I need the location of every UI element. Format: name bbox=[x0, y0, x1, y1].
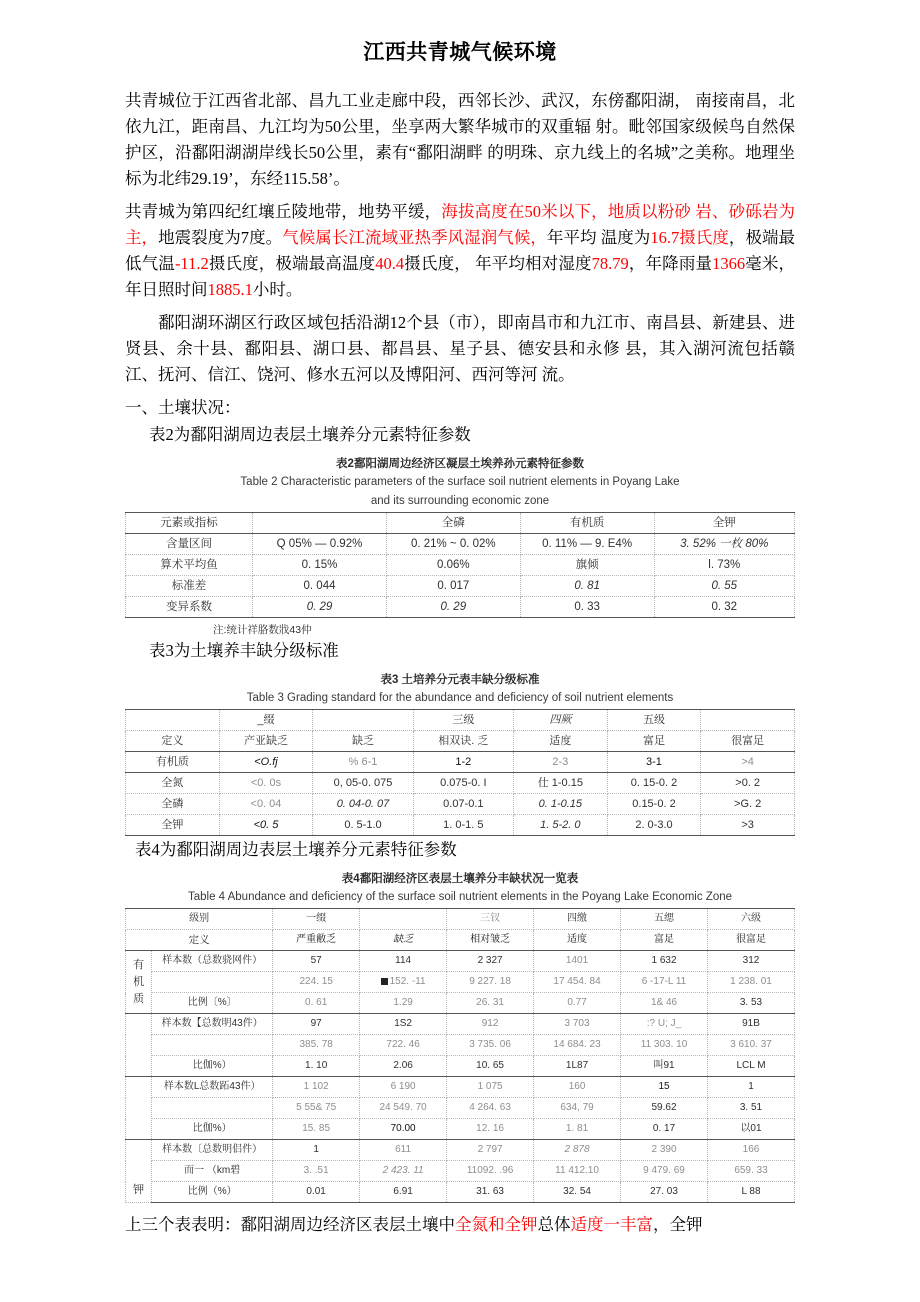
section-heading-soil: 一、土壤状况： bbox=[125, 398, 241, 417]
table2-cell: Q 05% — 0.92% bbox=[253, 534, 387, 555]
closing-seg-1: 上三个表表明：鄱阳湖周边经济区表层土壤中 bbox=[125, 1215, 455, 1234]
table4-caption-cn: 表4鄱阳湖经济区表层土壤养分丰缺状况一览表 bbox=[341, 873, 579, 885]
table2-row-label: 变异系数 bbox=[126, 597, 253, 618]
table-row bbox=[126, 815, 795, 836]
table3-def-cell: 相双诀. 乏 bbox=[413, 731, 513, 752]
table3-grade-cell: _缀 bbox=[219, 710, 313, 731]
table4-cell: 24 549. 70 bbox=[360, 1098, 447, 1119]
climate-seg-2: 海拔高度在50米以下，地质以粉砂 岩、砂砾岩为主， bbox=[125, 202, 796, 247]
table2-cell: 0. 33 bbox=[520, 597, 654, 618]
table-row bbox=[126, 993, 795, 1014]
table4-row-label bbox=[152, 972, 273, 993]
table3-def-cell: 适度 bbox=[514, 731, 608, 752]
table4-cell: 1 bbox=[708, 1077, 795, 1098]
table3-cell: >G. 2 bbox=[701, 794, 795, 815]
table4-cell: 1 102 bbox=[273, 1077, 360, 1098]
table2-lead-text: 表2为鄱阳湖周边表层土壤养分元素特征参数 bbox=[149, 425, 471, 444]
table2-header-cell bbox=[253, 513, 387, 534]
table4-def-label: 定义 bbox=[126, 930, 273, 951]
table3-cell: 0.15-0. 2 bbox=[607, 794, 701, 815]
table2-header-cell: 全磷 bbox=[386, 513, 520, 534]
table4-cell: 2 423. 11 bbox=[360, 1161, 447, 1182]
climate-seg-8: -11.2 bbox=[174, 254, 209, 273]
table4-cell: 312 bbox=[708, 951, 795, 972]
table4-def-cell: 相对皱乏 bbox=[447, 930, 534, 951]
table2-row-label: 含量区间 bbox=[126, 534, 253, 555]
table3-cell: 0. 5-1.0 bbox=[313, 815, 413, 836]
climate-seg-10: 40.4 bbox=[375, 254, 405, 273]
table4-cell: 3. .51 bbox=[273, 1161, 360, 1182]
table4-cell: 26. 31 bbox=[447, 993, 534, 1014]
table4-cell: 1 238. 01 bbox=[708, 972, 795, 993]
table4-group-label-potassium: 钾 bbox=[126, 1140, 152, 1203]
table4-cell: 3. 51 bbox=[708, 1098, 795, 1119]
table4-grade-cell: 六级 bbox=[708, 909, 795, 930]
table-row bbox=[126, 773, 795, 794]
table2-cell: 3. 52% 一枚 80% bbox=[654, 534, 795, 555]
table2-row-label: 算术平均鱼 bbox=[126, 555, 253, 576]
table3-row-label: 全氮 bbox=[126, 773, 220, 794]
table4-cell: 2 797 bbox=[447, 1140, 534, 1161]
table4-cell: 11 412.10 bbox=[534, 1161, 621, 1182]
table-row bbox=[126, 1035, 795, 1056]
table2-header-cell: 全钾 bbox=[654, 513, 795, 534]
table3-def-cell: 很富足 bbox=[701, 731, 795, 752]
table4-row-label: 样本数L总数跖43件） bbox=[152, 1077, 273, 1098]
table4-header-grade-row bbox=[126, 909, 795, 930]
table3-cell: % 6-1 bbox=[313, 752, 413, 773]
table4-def-cell: 缺乏 bbox=[360, 930, 447, 951]
table3-cell: >3 bbox=[701, 815, 795, 836]
table-row bbox=[126, 1161, 795, 1182]
table4-cell: 31. 63 bbox=[447, 1182, 534, 1203]
table4-cell: 3 703 bbox=[534, 1014, 621, 1035]
table3-cell: 1. 0-1. 5 bbox=[413, 815, 513, 836]
table3-caption-cn: 表3 土培养分元表丰缺分级标准 bbox=[380, 674, 540, 686]
table3-cell: 0. 04-0. 07 bbox=[313, 794, 413, 815]
table3-header-grade-row bbox=[126, 710, 795, 731]
table4-cell: 70.00 bbox=[360, 1119, 447, 1140]
table3-cell: 3-1 bbox=[607, 752, 701, 773]
climate-seg-13: ，年降雨量 bbox=[628, 254, 713, 273]
table4-cell: 1. 10 bbox=[273, 1056, 360, 1077]
table3-def-cell: 定义 bbox=[126, 731, 220, 752]
closing-paragraph bbox=[125, 1212, 795, 1238]
table4 bbox=[125, 908, 795, 1203]
table3-cell: <0. 0s bbox=[219, 773, 313, 794]
table4-row-label: 样本数【总数明43件） bbox=[152, 1014, 273, 1035]
closing-seg-3: 总体 bbox=[537, 1215, 571, 1234]
climate-seg-11: 摄氏度， 年平均相对湿度 bbox=[404, 254, 592, 273]
table4-cell: 152. -11 bbox=[360, 972, 447, 993]
table3-def-cell: 富足 bbox=[607, 731, 701, 752]
table4-cell: 0. 61 bbox=[273, 993, 360, 1014]
table4-cell: 59.62 bbox=[621, 1098, 708, 1119]
table3-grade-cell bbox=[313, 710, 413, 731]
table4-group-label-blank-3 bbox=[126, 1077, 152, 1140]
closing-seg-4: 适度一丰富 bbox=[570, 1215, 653, 1234]
climate-seg-9: 摄氏度，极端最高温度 bbox=[208, 254, 376, 273]
table4-cell: 3 735. 06 bbox=[447, 1035, 534, 1056]
table4-cell: 12. 16 bbox=[447, 1119, 534, 1140]
table4-cell: 6 -17-L 11 bbox=[621, 972, 708, 993]
table4-lead-text: 表4为鄱阳湖周边表层土壤养分元素特征参数 bbox=[135, 840, 457, 859]
table4-cell: 2.06 bbox=[360, 1056, 447, 1077]
table4-cell: 2 390 bbox=[621, 1140, 708, 1161]
table-row bbox=[126, 576, 795, 597]
table4-cell: 611 bbox=[360, 1140, 447, 1161]
table2-cell: 0. 044 bbox=[253, 576, 387, 597]
paragraph-climate bbox=[125, 199, 795, 303]
table-row bbox=[126, 752, 795, 773]
table4-cell: 11092. .96 bbox=[447, 1161, 534, 1182]
climate-seg-7: ，极端最低气温 bbox=[125, 228, 796, 273]
table2-row-label: 标准差 bbox=[126, 576, 253, 597]
climate-seg-14: 1366 bbox=[712, 254, 746, 273]
table4-cell: 6.91 bbox=[360, 1182, 447, 1203]
climate-seg-1: 共青城为第四纪红壤丘陵地带，地势平缓， bbox=[125, 202, 442, 221]
table4-cell: 3. 53 bbox=[708, 993, 795, 1014]
closing-seg-2: 全氮和全钾 bbox=[455, 1215, 538, 1234]
table4-row-label: 而一 （km碧 bbox=[152, 1161, 273, 1182]
table-row bbox=[126, 534, 795, 555]
climate-seg-6: 16.7摄氏度 bbox=[650, 228, 729, 247]
table4-row-label: 比例〔%〕 bbox=[152, 993, 273, 1014]
table2-header-cell: 元素或指标 bbox=[126, 513, 253, 534]
table2-header-row bbox=[126, 513, 795, 534]
table2-cell: 0. 55 bbox=[654, 576, 795, 597]
table2-cell: 旗倾 bbox=[520, 555, 654, 576]
table3-cell: 0. 15-0. 2 bbox=[607, 773, 701, 794]
table4-cell: 叫91 bbox=[621, 1056, 708, 1077]
table4-cell: 15. 85 bbox=[273, 1119, 360, 1140]
table2-cell: 0. 21% ~ 0. 02% bbox=[386, 534, 520, 555]
table4-cell: 15 bbox=[621, 1077, 708, 1098]
table4-cell: :? U; J_ bbox=[621, 1014, 708, 1035]
table4-cell: L 88 bbox=[708, 1182, 795, 1203]
table3-cell: 2. 0-3.0 bbox=[607, 815, 701, 836]
table3-grade-cell: 五级 bbox=[607, 710, 701, 731]
table4-row-label: 样本数（总数骁网件） bbox=[152, 951, 273, 972]
table4-grade-cell bbox=[360, 909, 447, 930]
table4-cell: 1 632 bbox=[621, 951, 708, 972]
table-row bbox=[126, 1119, 795, 1140]
table-row bbox=[126, 1014, 795, 1035]
table4-grade-cell: 五缌 bbox=[621, 909, 708, 930]
table4-grade-cell: 四缴 bbox=[534, 909, 621, 930]
table3-row-label: 全钾 bbox=[126, 815, 220, 836]
climate-seg-3: 地震裂度为7度。 bbox=[158, 228, 283, 247]
table-row bbox=[126, 1140, 795, 1161]
table4-cell: 9 227. 18 bbox=[447, 972, 534, 993]
table4-group-label-blank-2 bbox=[126, 1014, 152, 1077]
table4-cell: 0.01 bbox=[273, 1182, 360, 1203]
table3-cell: <0. 04 bbox=[219, 794, 313, 815]
table4-cell: 224. 15 bbox=[273, 972, 360, 993]
table4-cell: 9 479. 69 bbox=[621, 1161, 708, 1182]
table4-cell: 3 610. 37 bbox=[708, 1035, 795, 1056]
page-title: 江西共青城气候环境 bbox=[363, 41, 557, 64]
table4-cell: 1 075 bbox=[447, 1077, 534, 1098]
table3-def-cell: 产亚缺乏 bbox=[219, 731, 313, 752]
climate-seg-15: 毫米，年日照时间 bbox=[125, 254, 796, 299]
table-row bbox=[126, 1182, 795, 1203]
paragraph-location: 共青城位于江西省北部、昌九工业走廊中段，西邻长沙、武汉，东傍鄱阳湖， 南接南昌，北依九江，距南昌、九江均为50公里，坐享两大繁华城市的双重辐 射。毗邻国家级候鸟自然保护区，沿鄱阳湖湖岸线长50公里，素有“鄱阳湖畔 的明珠、京九线上的名城”之美称。地理坐标为北纬29.19’，东经115.58’。 bbox=[125, 91, 795, 188]
table4-cell: 91B bbox=[708, 1014, 795, 1035]
table4-cell: 32. 54 bbox=[534, 1182, 621, 1203]
climate-seg-4: 气候属长江流域亚热季风湿润气候， bbox=[282, 228, 547, 247]
table4-cell: LCL M bbox=[708, 1056, 795, 1077]
table4-cell: 0. 17 bbox=[621, 1119, 708, 1140]
table2-header-cell: 有机质 bbox=[520, 513, 654, 534]
table4-def-cell: 很富足 bbox=[708, 930, 795, 951]
table2-cell: l. 73% bbox=[654, 555, 795, 576]
table4-row-label: 比伽%） bbox=[152, 1119, 273, 1140]
table4-cell: 114 bbox=[360, 951, 447, 972]
table4-def-cell: 严重敝乏 bbox=[273, 930, 360, 951]
table4-def-cell: 适度 bbox=[534, 930, 621, 951]
table3-cell: 0.07-0.1 bbox=[413, 794, 513, 815]
table4-group-label-organic: 有机质 bbox=[126, 951, 152, 1014]
table4-cell: 17 454. 84 bbox=[534, 972, 621, 993]
table4-cell: 1401 bbox=[534, 951, 621, 972]
table4-grade-label: 级别 bbox=[126, 909, 273, 930]
table4-cell: 27. 03 bbox=[621, 1182, 708, 1203]
table3-cell: 0, 05-0. 075 bbox=[313, 773, 413, 794]
table3-grade-cell bbox=[701, 710, 795, 731]
table4-cell: 1L87 bbox=[534, 1056, 621, 1077]
table3-cell: >4 bbox=[701, 752, 795, 773]
table4-row-label: 比伽%） bbox=[152, 1056, 273, 1077]
table2-cell: 0. 32 bbox=[654, 597, 795, 618]
table3-cell: 0.075-0. I bbox=[413, 773, 513, 794]
table4-row-label bbox=[152, 1098, 273, 1119]
climate-seg-5: 年平均 温度为 bbox=[546, 228, 651, 247]
table2-cell: 0. 29 bbox=[253, 597, 387, 618]
table3-cell: <0. 5 bbox=[219, 815, 313, 836]
table4-caption-en: Table 4 Abundance and deficiency of the surface soil nutrient elements in the Poyang Lake Economic Zone bbox=[187, 891, 733, 903]
table-row bbox=[126, 597, 795, 618]
table4-cell: 1S2 bbox=[360, 1014, 447, 1035]
table4-cell: 1 bbox=[273, 1140, 360, 1161]
table3-cell: 1-2 bbox=[413, 752, 513, 773]
table3-cell: >0. 2 bbox=[701, 773, 795, 794]
table4-cell: 1.29 bbox=[360, 993, 447, 1014]
table3-caption-en: Table 3 Grading standard for the abundance and deficiency of soil nutrient elements bbox=[246, 692, 674, 704]
table-row bbox=[126, 1098, 795, 1119]
table2-cell: 0. 29 bbox=[386, 597, 520, 618]
table3 bbox=[125, 709, 795, 836]
table3-grade-cell: 四厥 bbox=[514, 710, 608, 731]
table4-cell: 10. 65 bbox=[447, 1056, 534, 1077]
table3-row-label: 全磷 bbox=[126, 794, 220, 815]
table2-cell: 0. 11% — 9. E4% bbox=[520, 534, 654, 555]
table2-caption-cn: 表2鄱阳湖周边经济区凝层土埃养孙元素特征参数 bbox=[336, 458, 584, 470]
table3-grade-cell: 三级 bbox=[413, 710, 513, 731]
table4-header-def-row bbox=[126, 930, 795, 951]
table4-grade-cell: 一缀 bbox=[273, 909, 360, 930]
table4-cell: 166 bbox=[708, 1140, 795, 1161]
table-row bbox=[126, 1077, 795, 1098]
table4-cell: 5 55& 75 bbox=[273, 1098, 360, 1119]
table-row bbox=[126, 972, 795, 993]
table3-cell: 1. 5-2. 0 bbox=[514, 815, 608, 836]
table-row bbox=[126, 1056, 795, 1077]
table4-cell: 722. 46 bbox=[360, 1035, 447, 1056]
table2-cell: 0.06% bbox=[386, 555, 520, 576]
table4-cell: 1. 81 bbox=[534, 1119, 621, 1140]
table4-cell: 14 684. 23 bbox=[534, 1035, 621, 1056]
table2-cell: 0. 15% bbox=[253, 555, 387, 576]
table3-header-def-row bbox=[126, 731, 795, 752]
table2-cell: 0. 81 bbox=[520, 576, 654, 597]
table-row bbox=[126, 555, 795, 576]
table4-cell: 659. 33 bbox=[708, 1161, 795, 1182]
climate-seg-16: 1885.1 bbox=[207, 280, 253, 299]
table4-cell: 以01 bbox=[708, 1119, 795, 1140]
table2-caption-en-line2: and its surrounding economic zone bbox=[370, 495, 550, 507]
table4-cell: 160 bbox=[534, 1077, 621, 1098]
table3-cell: <O.fj bbox=[219, 752, 313, 773]
table3-def-cell: 缺乏 bbox=[313, 731, 413, 752]
table3-cell: 2-3 bbox=[514, 752, 608, 773]
table-row bbox=[126, 951, 795, 972]
table4-cell: 6 190 bbox=[360, 1077, 447, 1098]
table2-note: 注:统计祥胳数戕43仲 bbox=[213, 624, 312, 636]
table4-cell: 1& 46 bbox=[621, 993, 708, 1014]
table4-cell: 57 bbox=[273, 951, 360, 972]
table4-cell: 912 bbox=[447, 1014, 534, 1035]
table4-cell: 385. 78 bbox=[273, 1035, 360, 1056]
climate-seg-12: 78.79 bbox=[591, 254, 629, 273]
table4-cell: 11 303. 10 bbox=[621, 1035, 708, 1056]
table4-row-label: 样本数〔总数明侣件） bbox=[152, 1140, 273, 1161]
table4-row-label: 比例（%） bbox=[152, 1182, 273, 1203]
table4-row-label bbox=[152, 1035, 273, 1056]
table3-lead-text: 表3为土壤养丰缺分级标准 bbox=[149, 641, 339, 660]
table2 bbox=[125, 512, 795, 618]
table4-grade-cell: 三钗 bbox=[447, 909, 534, 930]
table4-def-cell: 富足 bbox=[621, 930, 708, 951]
table4-cell: 4 264. 63 bbox=[447, 1098, 534, 1119]
table4-cell: 634, 79 bbox=[534, 1098, 621, 1119]
table3-cell: 0. 1-0.15 bbox=[514, 794, 608, 815]
table3-grade-cell bbox=[126, 710, 220, 731]
table4-cell: 2 327 bbox=[447, 951, 534, 972]
table4-cell: 97 bbox=[273, 1014, 360, 1035]
table3-row-label: 有机质 bbox=[126, 752, 220, 773]
climate-seg-17: 小时。 bbox=[252, 280, 303, 299]
paragraph-administrative: 鄱阳湖环湖区行政区域包括沿湖12个县（市），即南昌市和九江市、南昌县、新建县、进贤县、余十县、鄱阳县、湖口县、都昌县、星子县、德安县和永修 县，其入湖河流包括赣江、抚河、信江、饶河、修水五河以及博阳河、西河等河 流。 bbox=[125, 313, 795, 384]
closing-seg-5: ，全钾 bbox=[653, 1215, 703, 1234]
table2-caption-en-line1: Table 2 Characteristic parameters of the surface soil nutrient elements in Poyang Lake bbox=[240, 476, 680, 488]
table2-cell: 0. 017 bbox=[386, 576, 520, 597]
table-row bbox=[126, 794, 795, 815]
table4-cell: 0.77 bbox=[534, 993, 621, 1014]
table3-cell: 仕 1-0.15 bbox=[514, 773, 608, 794]
table4-cell: 2 878 bbox=[534, 1140, 621, 1161]
